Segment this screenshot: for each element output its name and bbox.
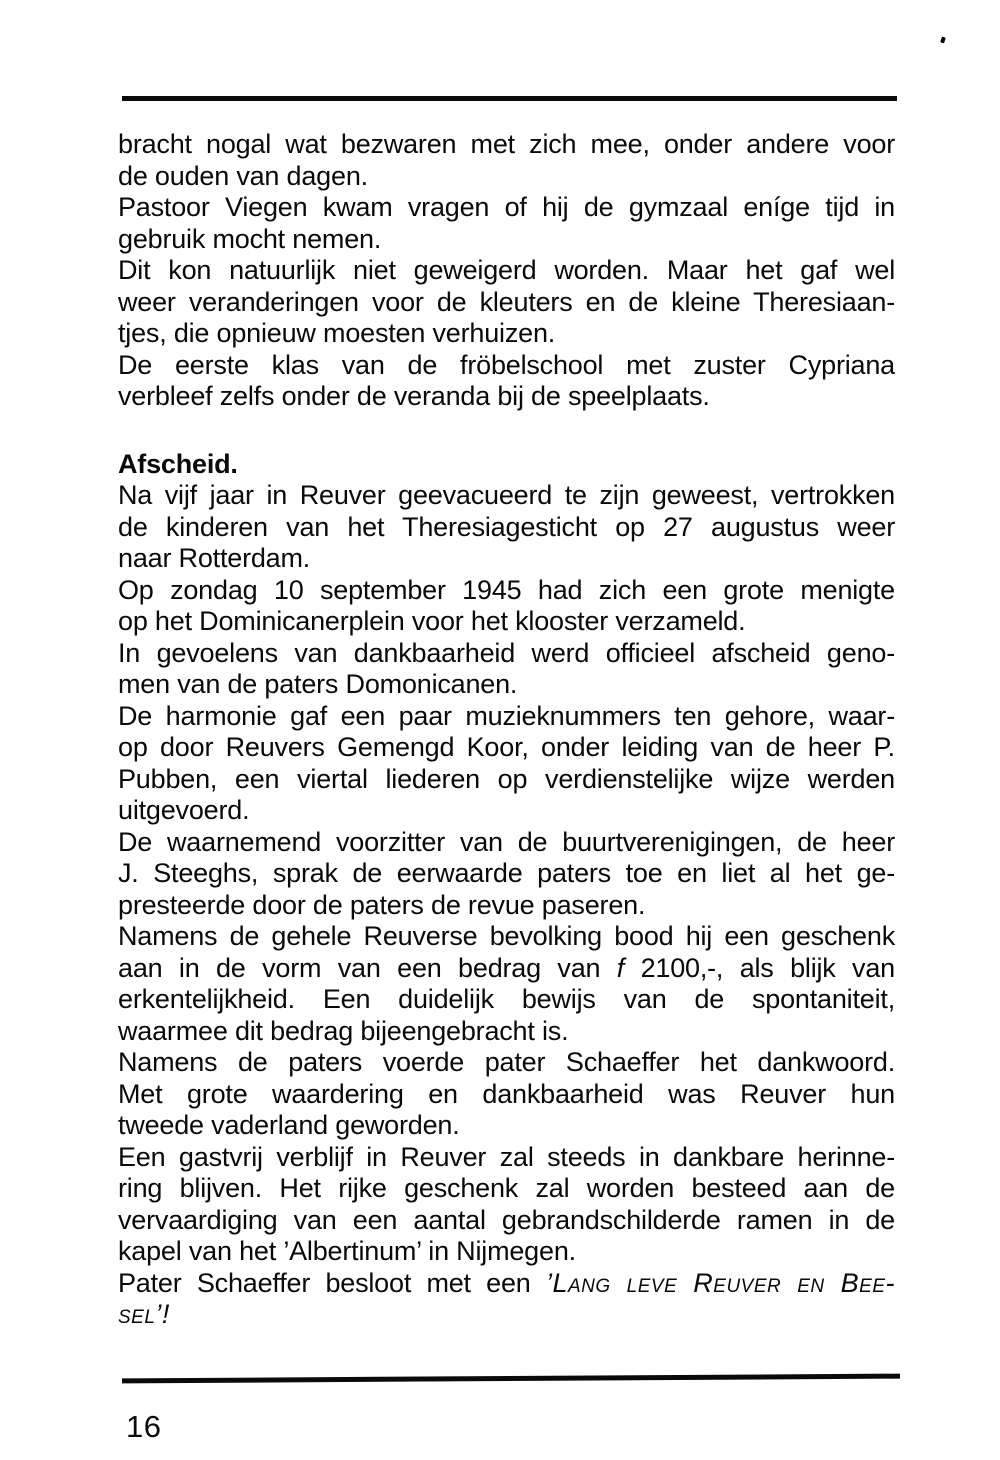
paragraph xyxy=(118,701,895,827)
text-line: Pubben, een viertal liederen op verdienstelijke wijze werden xyxy=(118,763,895,794)
text-line: Op zondag 10 september 1945 had zich een grote menigte xyxy=(118,574,895,605)
italic-guilder-sign: f xyxy=(616,952,625,983)
text-line: Dit kon natuurlijk niet geweigerd worden. Maar het gaf wel xyxy=(118,255,895,285)
text-line: men van de paters Domonicanen. xyxy=(118,669,518,699)
text-line: waarmee dit bedrag bijeengebracht is. xyxy=(118,1015,569,1046)
paragraph xyxy=(118,575,895,638)
paragraph xyxy=(118,638,895,701)
paragraph xyxy=(118,1047,895,1142)
text-line: Namens de paters voerde pater Schaeffer het dankwoord. xyxy=(118,1047,895,1077)
text-line: weer veranderingen voor de kleuters en de kleine Theresiaan- xyxy=(118,286,895,317)
text-line xyxy=(118,1268,895,1300)
text-line: presteerde door de paters de revue paseren. xyxy=(118,889,646,920)
paragraph xyxy=(118,129,895,192)
text-line: kapel van het ’Albertinum’ in Nijmegen. xyxy=(118,1236,576,1266)
text-line: Namens de gehele Reuverse bevolking bood hij een geschenk xyxy=(118,921,895,951)
bottom-rule xyxy=(122,1374,900,1384)
text-line: De eerste klas van de fröbelschool met zuster Cypriana xyxy=(118,349,895,380)
text-segment: 2100,-, als blijk van xyxy=(624,952,895,983)
paragraph xyxy=(118,1142,895,1268)
text-line: naar Rotterdam. xyxy=(118,543,311,573)
text-line: op door Reuvers Gemengd Koor, onder leiding van de heer P. xyxy=(118,732,895,762)
text-line: De harmonie gaf een paar muzieknummers ten gehore, waar- xyxy=(118,700,895,731)
text-line xyxy=(118,1299,895,1331)
ink-speck xyxy=(940,36,946,43)
text-block xyxy=(118,129,895,1331)
text-line: Met grote waardering en dankbaarheid was Reuver hun xyxy=(118,1078,895,1109)
smallcaps-phrase: ’Lang leve Reuver en Bee- xyxy=(545,1267,896,1298)
text-line: verbleef zelfs onder de veranda bij de speelplaats. xyxy=(118,381,710,411)
text-line: de kinderen van het Theresiagesticht op 27 augustus weer xyxy=(118,511,895,542)
smallcaps-phrase: sel’! xyxy=(118,1299,170,1329)
top-rule xyxy=(122,96,897,101)
paragraph xyxy=(118,192,895,255)
text-line: de ouden van dagen. xyxy=(118,160,368,191)
text-line: Na vijf jaar in Reuver geevacueerd te zijn geweest, vertrokken xyxy=(118,480,895,510)
text-line: In gevoelens van dankbaarheid werd officieel afscheid geno- xyxy=(118,637,895,668)
text-line: gebruik mocht nemen. xyxy=(118,223,382,254)
section-heading xyxy=(118,449,895,481)
text-line: tweede vaderland geworden. xyxy=(118,1110,460,1140)
paragraph xyxy=(118,255,895,350)
paragraph xyxy=(118,827,895,922)
page-number: 16 xyxy=(126,1409,162,1444)
text-line: op het Dominicanerplein voor het klooster verzameld. xyxy=(118,606,746,636)
paragraph xyxy=(118,480,895,575)
text-line: Pastoor Viegen kwam vragen of hij de gymzaal eníge tijd in xyxy=(118,192,895,222)
text-segment: Pater Schaeffer besloot met een xyxy=(118,1267,546,1298)
text-line xyxy=(118,953,895,985)
text-line: bracht nogal wat bezwaren met zich mee, onder andere voor xyxy=(118,129,895,159)
text-line: ring blijven. Het rijke geschenk zal worden besteed aan de xyxy=(118,1173,895,1203)
text-line: Afscheid. xyxy=(118,448,238,479)
paragraph xyxy=(118,350,895,413)
text-segment: aan in de vorm van een bedrag van xyxy=(118,952,617,983)
paragraph xyxy=(118,1268,895,1331)
text-line: Een gastvrij verblijf in Reuver zal steeds in dankbare herinne- xyxy=(118,1141,895,1172)
text-line: uitgevoerd. xyxy=(118,795,250,825)
text-line: De waarnemend voorzitter van de buurtverenigingen, de heer xyxy=(118,826,895,857)
paragraph xyxy=(118,921,895,1047)
text-line: tjes, die opnieuw moesten verhuizen. xyxy=(118,318,556,348)
text-line: erkentelijkheid. Een duidelijk bewijs van de spontaniteit, xyxy=(118,984,895,1014)
text-line: J. Steeghs, sprak de eerwaarde paters toe en liet al het ge- xyxy=(118,858,895,888)
text-line: vervaardiging van een aantal gebrandschilderde ramen in de xyxy=(118,1204,895,1235)
